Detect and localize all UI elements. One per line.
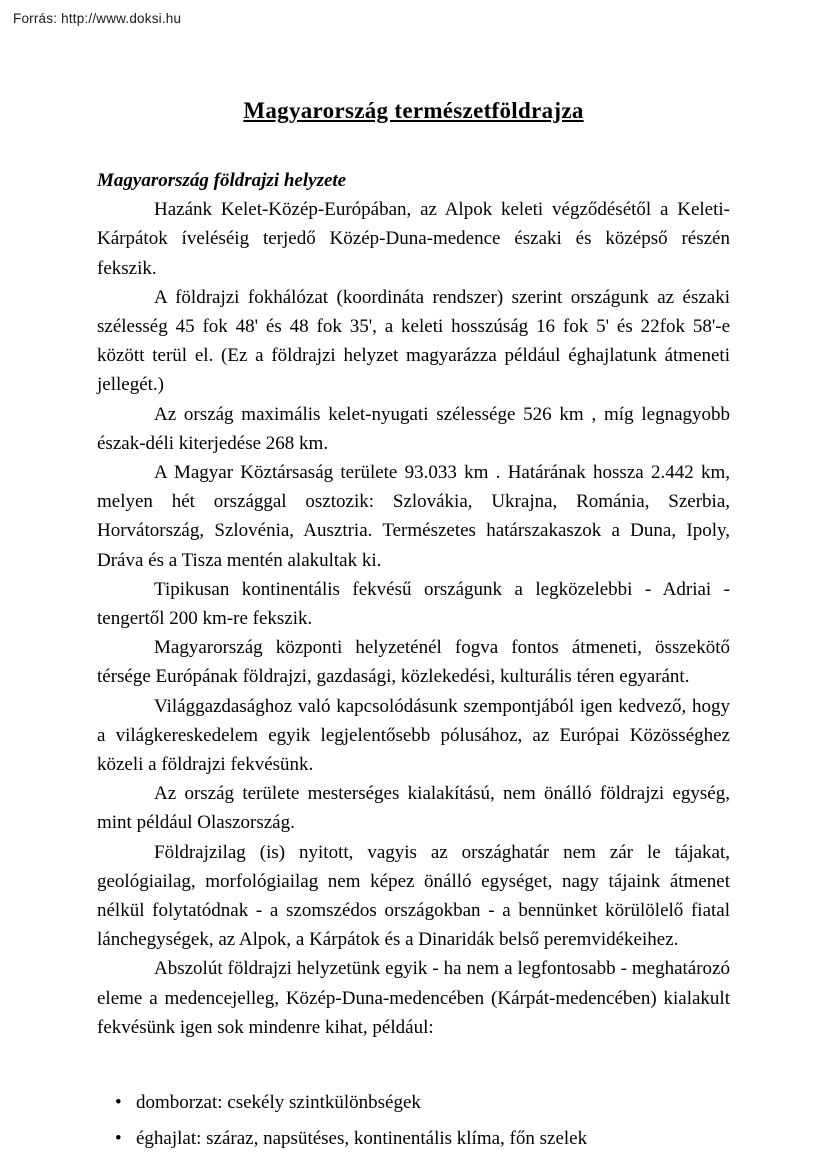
bullet-item: • domborzat: csekély szintkülönbségek [136, 1088, 730, 1117]
paragraph: Világgazdasághoz való kapcsolódásunk szempontjából igen kedvező, hogy a világkereskedelem egyik legjelentősebb pólusához, az Európai Közösséghez közeli a földrajzi fekvésünk. [97, 695, 730, 776]
paragraph: A földrajzi fokhálózat (koordináta rendszer) szerint országunk az északi szélesség 45 fok 48' és 48 fok 35', a keleti hosszúság 16 fok 5' és 22fok 58'-e között terül el. (Ez a földrajzi helyzet magyarázza például éghajlatunk átmeneti jellegét.) [97, 286, 730, 396]
paragraph: Az ország maximális kelet-nyugati szélessége 526 km , míg legnagyobb észak-déli kiterjedése 268 km. [97, 403, 730, 454]
paragraph: Az ország területe mesterséges kialakítású, nem önálló földrajzi egység, mint például Olaszország. [97, 783, 730, 834]
paragraph-block [97, 195, 730, 1042]
paragraph: Hazánk Kelet-Közép-Európában, az Alpok keleti végződésétől a Keleti-Kárpátok íveléséig terjedő Közép-Duna-medence északi és középső részén fekszik. [97, 199, 730, 279]
document-body [97, 0, 730, 1161]
paragraph: Tipikusan kontinentális fekvésű országunk a legközelebbi - Adriai - tengertől 200 km-re fekszik. [97, 578, 730, 630]
document-title: Magyarország természetföldrajza [243, 98, 584, 123]
section-heading: Magyarország földrajzi helyzete [97, 170, 347, 191]
source-url-label: Forrás: http://www.doksi.hu [13, 11, 182, 26]
paragraph: Magyarország központi helyzeténél fogva fontos átmeneti, összekötő térsége Európának földrajzi, gazdasági, közlekedési, kulturális téren egyaránt. [97, 637, 730, 688]
bullet-list [97, 1088, 730, 1153]
paragraph: Földrajzilag (is) nyitott, vagyis az országhatár nem zár le tájakat, geológiailag, morfológiailag nem képez önálló egységet, nagy tájaink átmenet nélkül folytatódnak - a szomszédos országokban - a bennünket körülölelő fiatal lánchegységek, az Alpok, a Kárpátok és a Dinaridák belső peremvidékeihez. [97, 841, 730, 951]
bullet-item: • éghajlat: száraz, napsütéses, kontinentális klíma, főn szelek [136, 1124, 730, 1153]
paragraph: Abszolút földrajzi helyzetünk egyik - ha nem a legfontosabb - meghatározó eleme a medencejelleg, Közép-Duna-medencében (Kárpát-medencében) kialakult fekvésünk igen sok mindenre kihat, például: [97, 958, 730, 1038]
paragraph: A Magyar Köztársaság területe 93.033 km . Határának hossza 2.442 km, melyen hét országgal osztozik: Szlovákia, Ukrajna, Románia, Szerbia, Horvátország, Szlovénia, Ausztria. Természetes határszakaszok a Duna, Ipoly, Dráva és a Tisza mentén alakultak ki. [97, 462, 730, 571]
